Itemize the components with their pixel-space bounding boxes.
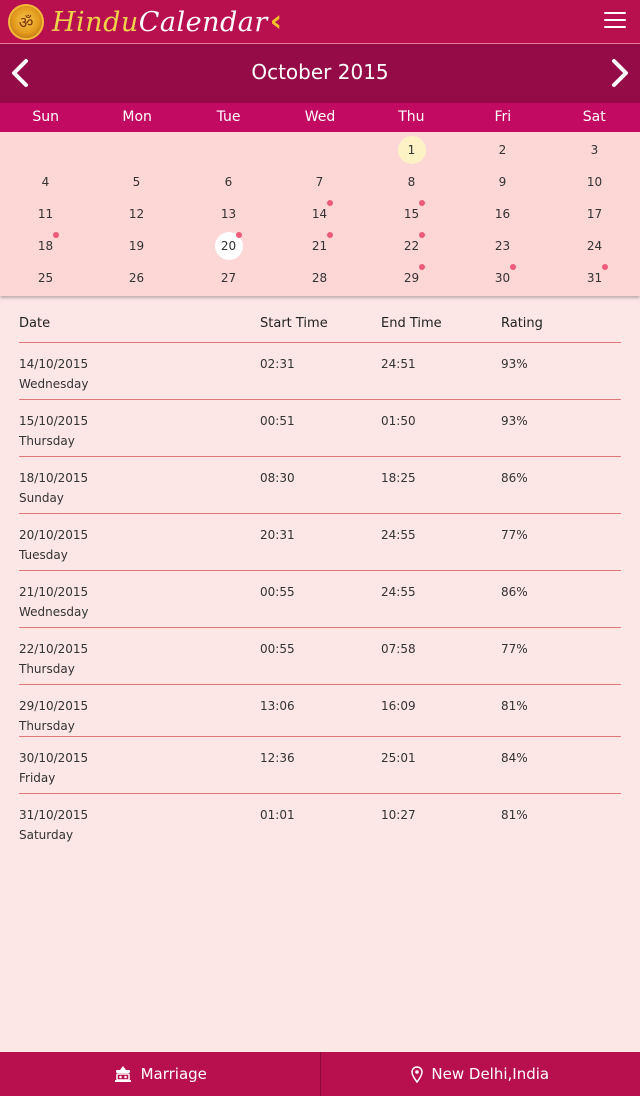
calendar-day[interactable]	[457, 134, 548, 166]
calendar-day[interactable]	[549, 230, 640, 262]
app-logo	[8, 3, 283, 40]
calendar-day-number: 31	[581, 264, 609, 292]
calendar-day-number: 1	[398, 136, 426, 164]
calendar-day[interactable]	[91, 166, 182, 198]
row-start-time: 20:31	[260, 528, 295, 542]
row-end-time: 07:58	[381, 642, 416, 656]
calendar-day-number: 4	[41, 175, 50, 189]
weekday-label: Tue	[216, 109, 241, 125]
row-date-cell	[19, 685, 260, 736]
calendar-day[interactable]	[183, 230, 274, 262]
calendar-day[interactable]	[366, 198, 457, 230]
header-start-time: Start Time	[260, 316, 328, 331]
calendar-day[interactable]	[274, 166, 365, 198]
row-day: Thursday	[19, 662, 75, 676]
row-date: 30/10/2015	[19, 751, 89, 765]
ganesha-logo-icon: ॐ	[8, 4, 44, 40]
list-item[interactable]	[19, 571, 621, 628]
calendar-day-number: 26	[128, 271, 145, 285]
calendar-day-number: 3	[590, 143, 599, 157]
row-date-cell	[19, 571, 260, 627]
row-date: 22/10/2015	[19, 642, 89, 656]
calendar-day-number: 23	[494, 239, 511, 253]
calendar-day[interactable]	[457, 230, 548, 262]
calendar-day-number: 22	[398, 232, 426, 260]
list-item[interactable]	[19, 737, 621, 794]
row-date-cell	[19, 457, 260, 513]
list-item[interactable]	[19, 514, 621, 571]
row-date: 20/10/2015	[19, 528, 89, 542]
weekday-header	[0, 103, 640, 132]
calendar-day[interactable]	[0, 198, 91, 230]
calendar-day-number: 5	[132, 175, 141, 189]
calendar-day[interactable]	[549, 262, 640, 294]
weekday-label: Fri	[494, 109, 512, 125]
event-marker-dot	[419, 232, 425, 238]
month-title: October 2015	[251, 60, 389, 84]
calendar-day[interactable]	[0, 230, 91, 262]
event-marker-dot	[419, 264, 425, 270]
list-rows	[19, 343, 621, 850]
month-navigation	[0, 44, 640, 103]
calendar-day-number: 19	[128, 239, 145, 253]
row-date: 15/10/2015	[19, 414, 89, 428]
row-end-time: 16:09	[381, 699, 416, 713]
event-marker-dot	[327, 232, 333, 238]
row-start-time: 00:51	[260, 414, 295, 428]
category-button[interactable]	[0, 1052, 321, 1096]
calendar-day-number: 10	[586, 175, 603, 189]
row-rating: 93%	[501, 414, 528, 428]
weekday-label: Sat	[582, 109, 606, 125]
calendar-day-number: 13	[220, 207, 237, 221]
calendar-day[interactable]	[183, 166, 274, 198]
calendar-day-number: 18	[32, 232, 60, 260]
calendar-day[interactable]	[366, 166, 457, 198]
event-marker-dot	[236, 232, 242, 238]
row-rating: 77%	[501, 642, 528, 656]
list-item[interactable]	[19, 794, 621, 850]
calendar-day[interactable]	[366, 262, 457, 294]
event-marker-dot	[419, 200, 425, 206]
app-title-word1: Hindu	[52, 7, 139, 38]
list-item[interactable]	[19, 628, 621, 685]
weekday-label: Thu	[398, 109, 425, 125]
calendar-day[interactable]	[91, 262, 182, 294]
row-day: Friday	[19, 771, 56, 785]
row-date-cell	[19, 400, 260, 456]
calendar-day-number: 15	[398, 200, 426, 228]
map-pin-icon	[411, 1066, 423, 1083]
calendar-day-number: 16	[494, 207, 511, 221]
row-rating: 81%	[501, 808, 528, 822]
calendar-day[interactable]	[0, 166, 91, 198]
row-end-time: 24:55	[381, 528, 416, 542]
list-item[interactable]	[19, 343, 621, 400]
calendar-day[interactable]	[0, 262, 91, 294]
location-label: New Delhi,India	[431, 1065, 550, 1083]
header-end-time: End Time	[381, 316, 442, 331]
row-start-time: 02:31	[260, 357, 295, 371]
calendar-day-number: 6	[224, 175, 233, 189]
event-marker-dot	[53, 232, 59, 238]
row-rating: 77%	[501, 528, 528, 542]
calendar-day-number: 12	[128, 207, 145, 221]
muhurat-list	[19, 300, 621, 850]
calendar-day-number: 9	[498, 175, 507, 189]
event-marker-dot	[602, 264, 608, 270]
calendar-day-number: 2	[498, 143, 507, 157]
calendar-day[interactable]	[366, 134, 457, 166]
calendar-day[interactable]	[91, 230, 182, 262]
list-item[interactable]	[19, 400, 621, 457]
calendar-day-number: 14	[306, 200, 334, 228]
calendar-day-number: 8	[407, 175, 416, 189]
row-date: 14/10/2015	[19, 357, 89, 371]
row-date-cell	[19, 737, 260, 793]
row-end-time: 24:51	[381, 357, 416, 371]
calendar-day-number: 30	[489, 264, 517, 292]
marriage-icon	[113, 1065, 133, 1083]
list-item[interactable]	[19, 457, 621, 514]
row-date-cell	[19, 343, 260, 399]
row-day: Thursday	[19, 719, 75, 733]
calendar-day-number: 25	[37, 271, 54, 285]
row-start-time: 00:55	[260, 585, 295, 599]
row-rating: 93%	[501, 357, 528, 371]
list-header	[19, 300, 621, 343]
calendar-day[interactable]	[457, 262, 548, 294]
row-rating: 86%	[501, 471, 528, 485]
row-day: Thursday	[19, 434, 75, 448]
calendar-grid	[0, 132, 640, 296]
app-title-word2: Calendar	[138, 7, 268, 38]
calendar-day[interactable]	[366, 230, 457, 262]
header-rating: Rating	[501, 316, 543, 331]
logo-chevron: ‹	[269, 4, 283, 39]
hamburger-menu-icon[interactable]	[604, 12, 626, 30]
row-start-time: 01:01	[260, 808, 295, 822]
event-marker-dot	[510, 264, 516, 270]
row-day: Tuesday	[19, 548, 68, 562]
row-day: Sunday	[19, 491, 64, 505]
row-end-time: 25:01	[381, 751, 416, 765]
row-date-cell	[19, 628, 260, 684]
calendar-day[interactable]	[274, 198, 365, 230]
list-item[interactable]	[19, 685, 621, 737]
calendar-day[interactable]	[274, 262, 365, 294]
calendar-day[interactable]	[549, 166, 640, 198]
calendar-day-number: 21	[306, 232, 334, 260]
header-date: Date	[19, 316, 51, 331]
calendar-day-number: 29	[398, 264, 426, 292]
calendar-day-number: 27	[220, 271, 237, 285]
calendar-day-number: 17	[586, 207, 603, 221]
row-date: 21/10/2015	[19, 585, 89, 599]
chevron-right-icon[interactable]	[602, 56, 636, 90]
calendar-day-number: 28	[311, 271, 328, 285]
row-rating: 86%	[501, 585, 528, 599]
row-start-time: 08:30	[260, 471, 295, 485]
calendar-day-number: 7	[315, 175, 324, 189]
calendar-day[interactable]	[91, 198, 182, 230]
location-button[interactable]	[321, 1052, 640, 1096]
row-day: Wednesday	[19, 377, 89, 391]
calendar-day[interactable]	[549, 134, 640, 166]
calendar-day-number: 24	[586, 239, 603, 253]
calendar-day-number: 11	[37, 207, 54, 221]
calendar-day[interactable]	[183, 262, 274, 294]
row-start-time: 00:55	[260, 642, 295, 656]
category-label: Marriage	[140, 1065, 207, 1083]
row-rating: 84%	[501, 751, 528, 765]
row-end-time: 01:50	[381, 414, 416, 428]
event-marker-dot	[327, 200, 333, 206]
row-end-time: 10:27	[381, 808, 416, 822]
row-date-cell	[19, 794, 260, 850]
row-date-cell	[19, 514, 260, 570]
calendar-day[interactable]	[457, 198, 548, 230]
calendar-day[interactable]	[549, 198, 640, 230]
weekday-label: Wed	[304, 109, 336, 125]
top-app-bar	[0, 0, 640, 44]
row-day: Wednesday	[19, 605, 89, 619]
row-date: 29/10/2015	[19, 699, 89, 713]
weekday-label: Sun	[32, 109, 60, 125]
row-date: 18/10/2015	[19, 471, 89, 485]
row-start-time: 12:36	[260, 751, 295, 765]
calendar-day[interactable]	[274, 230, 365, 262]
bottom-bar	[0, 1052, 640, 1096]
calendar-day[interactable]	[457, 166, 548, 198]
row-start-time: 13:06	[260, 699, 295, 713]
calendar-day-number: 20	[215, 232, 243, 260]
row-day: Saturday	[19, 828, 74, 842]
app-title	[52, 4, 283, 39]
weekday-label: Mon	[122, 109, 152, 125]
row-date: 31/10/2015	[19, 808, 89, 822]
row-end-time: 24:55	[381, 585, 416, 599]
row-end-time: 18:25	[381, 471, 416, 485]
row-rating: 81%	[501, 699, 528, 713]
calendar-day[interactable]	[183, 198, 274, 230]
